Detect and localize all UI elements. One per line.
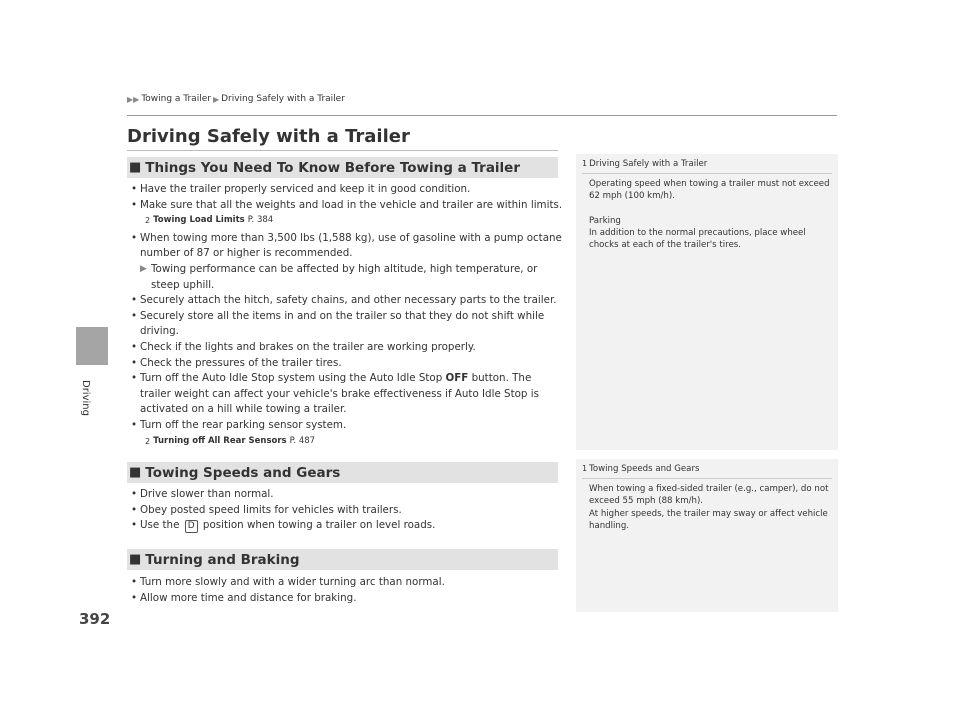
list-item: • Check the pressures of the trailer tires.	[131, 356, 342, 369]
section-title: Things You Need To Know Before Towing a Trailer	[145, 159, 521, 176]
breadcrumb-item-current: Driving Safely with a Trailer	[221, 94, 345, 104]
note-title: Driving Safely with a Trailer	[589, 159, 708, 169]
list-item: • Obey posted speed limits for vehicles with trailers.	[131, 503, 402, 516]
off-button-label: OFF	[445, 372, 469, 385]
section-title: Turning and Braking	[145, 551, 300, 568]
cross-reference-rear-sensors[interactable]: 2 Turning off All Rear Sensors P. 487	[131, 434, 563, 450]
note-paragraph: In addition to the normal precautions, place wheel chocks at each of the trailer's tires.	[589, 227, 806, 251]
list-item: • Drive slower than normal.	[131, 488, 274, 500]
square-marker-icon: ■	[129, 160, 142, 175]
breadcrumb-arrow-icon: ▶▶	[127, 94, 140, 104]
chapter-side-label: Driving	[80, 380, 91, 416]
cross-reference-towing-load[interactable]: 2 Towing Load Limits P. 384	[131, 213, 563, 229]
section-header-speeds	[127, 462, 558, 483]
breadcrumb-arrow-icon: ▶	[212, 94, 220, 104]
note-number-icon: 1	[582, 464, 588, 473]
note-subheading: Parking	[589, 215, 621, 226]
list-item: • Make sure that all the weights and load in the vehicle and trailer are within limits.	[131, 198, 563, 211]
list-item: • Turn more slowly and with a wider turning arc than normal.	[131, 576, 445, 588]
breadcrumb-item-towing[interactable]: Towing a Trailer	[141, 94, 211, 104]
chapter-side-tab	[76, 327, 108, 365]
sub-note: ▶ Towing performance can be affected by high altitude, high temperature, or steep uphill.	[131, 262, 563, 293]
sub-arrow-icon: ▶	[140, 263, 147, 274]
note-title: Towing Speeds and Gears	[589, 464, 700, 474]
list-item: • Have the trailer properly serviced and keep it in good condition.	[131, 183, 471, 195]
list-item: • Turn off the Auto Idle Stop system using the Auto Idle Stop OFF button. The trailer weight can affect your vehicle's brake effectiveness if Auto Idle Stop is activated on a hill while towing a trailer.	[131, 372, 539, 416]
title-divider	[127, 150, 558, 151]
list-item: • Turn off the rear parking sensor system.	[131, 418, 347, 431]
things-list	[131, 182, 563, 449]
list-item: • Securely store all the items in and on the trailer so that they do not shift while driving.	[131, 309, 545, 338]
page-number: 392	[79, 610, 111, 628]
header-divider	[127, 115, 837, 116]
square-marker-icon: ■	[129, 465, 142, 480]
list-item: • Securely attach the hitch, safety chains, and other necessary parts to the trailer.	[131, 294, 557, 307]
note-paragraph: At higher speeds, the trailer may sway or affect vehicle handling.	[589, 508, 828, 531]
sidebar-note-speeds-gears	[576, 459, 838, 612]
note-paragraph: When towing a fixed-sided trailer (e.g., camper), do not exceed 55 mph (88 km/h).	[589, 484, 829, 507]
reference-arrow-icon: 2	[145, 436, 151, 446]
list-item: • Check if the lights and brakes on the trailer are working properly.	[131, 340, 476, 353]
page-title: Driving Safely with a Trailer	[127, 126, 410, 147]
section-header-things	[127, 157, 558, 178]
reference-arrow-icon: 2	[145, 216, 151, 226]
note-paragraph: Operating speed when towing a trailer must not exceed 62 mph (100 km/h).	[589, 179, 830, 202]
section-header-turning	[127, 549, 558, 570]
note-number-icon: 1	[582, 159, 588, 168]
turning-list	[131, 575, 563, 606]
list-item: • When towing more than 3,500 lbs (1,588 kg), use of gasoline with a pump octane number of 87 or higher is recommended.	[131, 231, 562, 260]
list-item: • Use the D position when towing a trailer on level roads.	[131, 519, 436, 532]
sidebar-note-driving-safely	[576, 154, 838, 450]
list-item: • Allow more time and distance for braking.	[131, 591, 357, 604]
gear-d-icon: D	[185, 520, 198, 533]
square-marker-icon: ■	[129, 552, 142, 567]
breadcrumb	[127, 94, 345, 104]
section-title: Towing Speeds and Gears	[145, 464, 341, 481]
speeds-list	[131, 487, 563, 534]
